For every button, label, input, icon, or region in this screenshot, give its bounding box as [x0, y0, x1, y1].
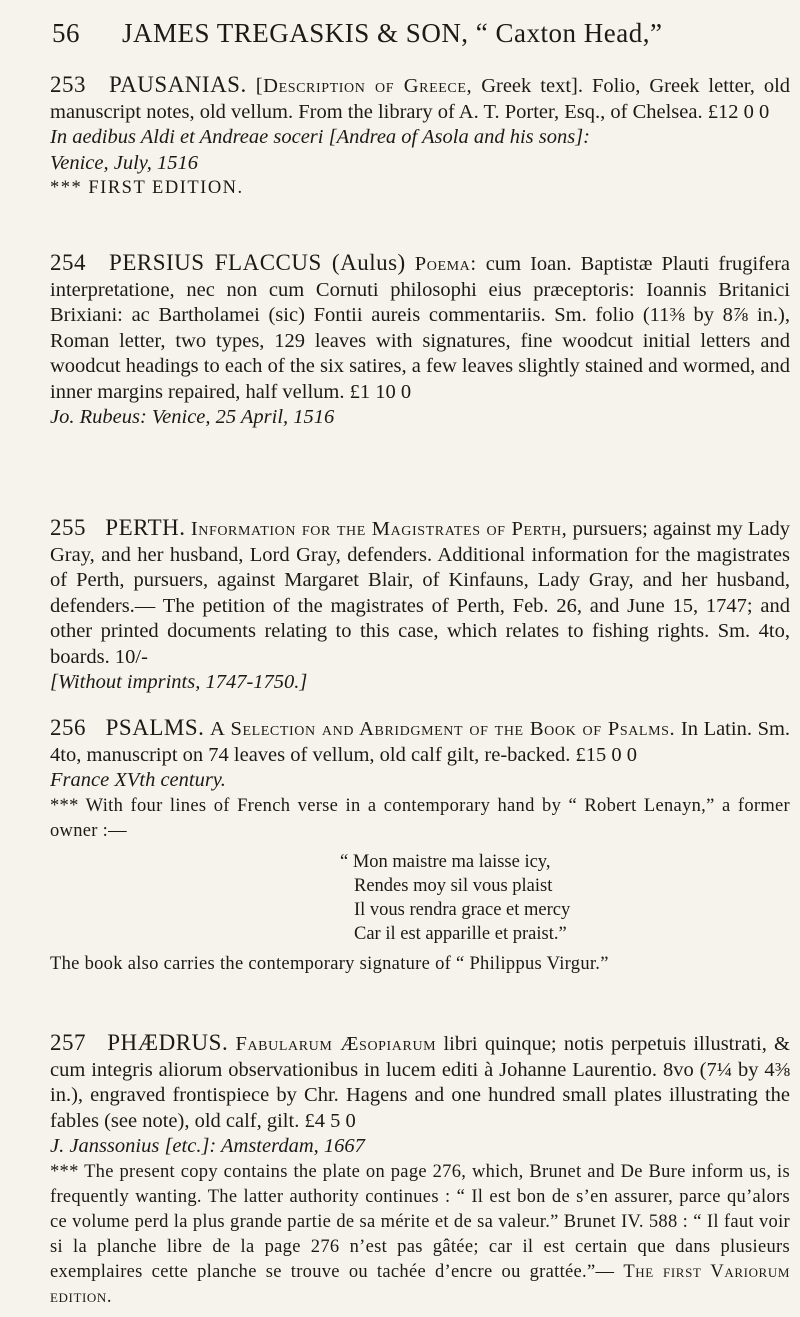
running-head-title: JAMES TREGASKIS & SON, “ Caxton Head,”: [122, 18, 663, 48]
entry-title: A Selection and Abridgment of the Book of Psalms.: [209, 718, 676, 740]
verse-line: Car il est apparille et praist.”: [354, 923, 567, 944]
entry-imprint: In aedibus Aldi et Andreae soceri [Andrea of Asola and his sons]:: [50, 126, 590, 148]
entry-price: 10/-: [114, 645, 148, 668]
entry-number: 257: [50, 1030, 86, 1055]
entry-body: Greek text]. Folio, Greek letter, old manuscript notes, old vellum. From the library of A. T. Porter, Esq., of Chelsea.: [50, 75, 791, 123]
entry-note: [50, 1160, 790, 1310]
catalogue-entry-254: [50, 250, 790, 431]
entry-imprint-place: Jo. Rubeus: Venice, 25 April, 1516: [50, 406, 335, 428]
entry-note-2: The first Variorum edition.: [50, 1261, 790, 1307]
verse-line: Rendes moy sil vous plaist: [354, 875, 553, 896]
entry-body: pursuers; against my Lady Gray, and her husband, Lord Gray, defenders. Additional information for the magistrates of Perth, pursuers, against Margaret Blair, of Kinfauns, Lady Gray, and her husband, defenders.— The petition of the magistrates of Perth, Feb. 26, and June 15, 1747; and other printed documents relating to this case, which relates to fishing rights. Sm. 4to, boards.: [50, 518, 791, 668]
catalogue-entry-257: [50, 1030, 790, 1310]
verse-line: “ Mon maistre ma laisse icy,: [340, 851, 551, 872]
verse-line: Il vous rendra grace et mercy: [354, 899, 571, 920]
entry-heading: PAUSANIAS.: [109, 72, 247, 97]
entry-note: *** FIRST EDITION.: [50, 178, 244, 198]
entry-imprint-place: Venice, July, 1516: [50, 151, 199, 174]
entry-title: Information for the Magistrates of Perth,: [190, 518, 568, 540]
entry-imprint-place: [Without imprints, 1747-1750.]: [50, 671, 308, 693]
entry-imprint-place: J. Janssonius [etc.]: Amsterdam, 1667: [50, 1135, 365, 1157]
catalogue-entry-253: [50, 72, 790, 202]
catalogue-entry-256: [50, 715, 790, 977]
entry-title: [Description of Greece,: [255, 75, 473, 97]
entry-number: 253: [50, 72, 86, 97]
entry-body: cum Ioan. Baptistæ Plauti frugifera interpretatione, nec non cum Cornuti philosophi eius præceptoris: Ioannis Britanici Brixiani: ac Bartholamei (sic) Fontii aureis commentariis. Sm. folio (11⅜ by 8⅞ in.), Roman letter, two types, 129 leaves with signatures, fine woodcut initial letters and woodcut headings to each of the six satires, a few leaves slightly stained and wormed, and inner margins repaired, half vellum.: [50, 253, 791, 403]
entry-price: £15 0 0: [575, 743, 637, 766]
entry-imprint-place: France XVth century.: [50, 769, 226, 791]
entry-body: libri quinque; notis perpetuis illustrati, & cum integris aliorum observationibus in lucem editi à Johanne Laurentio. 8vo (7¼ by 4⅜ in.), engraved frontispiece by Chr. Hagens and one hundred small plates illustrating the fables (see note), old calf, gilt.: [50, 1033, 791, 1132]
page-number: 56: [52, 18, 80, 48]
verse-block: [340, 850, 790, 946]
entry-note: *** With four lines of French verse in a contemporary hand by “ Robert Lenayn,” a former owner :—: [50, 795, 790, 841]
entry-price: £12 0 0: [707, 100, 770, 123]
entry-price: £4 5 0: [304, 1109, 356, 1132]
entry-heading: PERTH.: [105, 515, 186, 540]
entry-title: Poema:: [414, 253, 477, 275]
entry-note-text: *** The present copy contains the plate on page 276, which, Brunet and De Bure inform us, is frequently wanting. The latter authority continues : “ Il est bon de s’en assurer, parce qu’alors ce volume perd la plus grande partie de sa mérite et de sa valeur.” Brunet IV. 588 : “ Il faut voir si la planche libre de la page 276 n’est pas gâtée; car il est certain que dans plusieurs exemplaires cette planche se trouve ou tachée d’encre ou grattée.”—: [50, 1161, 790, 1282]
entry-number: 254: [50, 250, 86, 275]
entry-body: In Latin. Sm. 4to, manuscript on 74 leaves of vellum, old calf gilt, re-backed.: [50, 718, 791, 766]
entry-price: £1 10 0: [349, 380, 412, 403]
entry-heading: PHÆDRUS.: [107, 1030, 229, 1055]
entry-number: 255: [50, 515, 86, 540]
catalogue-entry-255: [50, 515, 790, 696]
entry-heading: PERSIUS FLACCUS (Aulus): [109, 250, 406, 275]
entry-number: 256: [50, 715, 86, 740]
running-head: [52, 18, 782, 49]
entry-title: Fabularum Æsopiarum: [235, 1033, 437, 1055]
entry-note-2: The book also carries the contemporary signature of “ Philippus Virgur.”: [50, 953, 609, 974]
entry-heading: PSALMS.: [105, 715, 205, 740]
